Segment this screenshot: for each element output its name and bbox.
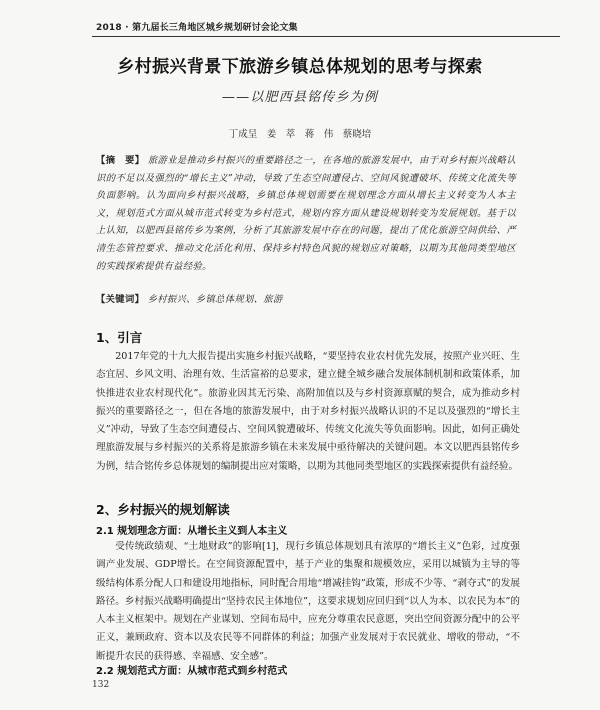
running-header: 2018 · 第九届长三角地区城乡规划研讨会论文集 [96, 23, 298, 33]
section-2-1-paragraph: 受传统政绩观、“土地财政”的影响[1]，现行乡镇总体规划具有浓厚的“增长主义”色彩，过度强调产业发展、GDP增长。在空间资源配置中，基于产业的集聚和规模效应，采用以城镇为主导的等级结构体系分配人口和建设用地指标，同时配合用地“增减挂钩”政策，形成不少等、“剥夺式”的发展路径。乡村振兴战略明确提出“坚持农民主体地位”，这要求规划应回归到“以人为本、以农民为本”的人本主义框架中。规划在产业谋划、空间布局中，应充分尊重农民意愿，突出空间资源分配中的公平正义，兼顾政府、资本以及农民等不同群体的利益；加强产业发展对于农民就业、增收的带动，“不断提升农民的获得感、幸福感、安全感”。 [96, 541, 520, 662]
header-rule [92, 36, 560, 37]
section-1-heading: 1、引言 [96, 330, 143, 345]
abstract-label: 【摘 要】 [96, 155, 145, 166]
author-list: 丁成呈 姜 萃 蒋 伟 蔡晓培 [228, 129, 372, 140]
abstract-text: 旅游业是推动乡村振兴的重要路径之一，在各地的旅游发展中，由于对乡村振兴战略认识的不足以及强烈的“增长主义”冲动，导致了生态空间遭侵占、空间风貌遭破坏、传统文化流失等负面影响。认为面向乡村振兴战略，乡镇总体规划需要在规划理念方面从增长主义转变为人本主义，规划范式方面从城市范式转变为乡村范式，规划内容方面从建设规划转变为发展规划。基于以上认知，以肥西县铭传乡为案例，分析了其旅游发展中存在的问题，提出了优化旅游空间供给、严清生态管控要求、推动文化活化利用、保持乡村特色风貌的规划应对策略，以期为其他同类型地区的实践探索提供有益经验。 [96, 155, 516, 272]
section-1-paragraph: 2017年党的十九大报告提出实施乡村振兴战略，“要坚持农业农村优先发展，按照产业兴旺、生态宜居、乡风文明、治理有效、生活富裕的总要求，建立健全城乡融合发展体制机制和政策体系，加快推进农业农村现代化”。旅游业因其无污染、高附加值以及与乡村资源禀赋的契合，成为推动乡村振兴的重要路径之一，但在各地的旅游发展中，由于对乡村振兴战略认识的不足以及强烈的“增长主义”冲动，导致了生态空间遭侵占、空间风貌遭破坏、传统文化流失等负面影响。因此，如何正确处理旅游发展与乡村振兴的关系将是旅游乡镇在未来发展中亟待解决的关键问题。本文以肥西县铭传乡为例，结合铭传乡总体规划的编制提出应对策略，以期为其他同类型地区的实践探索提供有益经验。 [96, 351, 520, 472]
section-2-1-heading: 2.1 规划理念方面：从增长主义到人本主义 [96, 526, 288, 537]
keywords-block [96, 291, 516, 305]
section-2-heading: 2、乡村振兴的规划解读 [96, 502, 230, 517]
keywords-text: 乡村振兴、乡镇总体规划、旅游 [147, 294, 283, 305]
page-number: 132 [92, 680, 110, 690]
paper-title: 乡村振兴背景下旅游乡镇总体规划的思考与探索 [117, 57, 483, 77]
section-2-2-heading: 2.2 规划范式方面：从城市范式到乡村范式 [96, 666, 288, 677]
paper-subtitle: ——以肥西县铭传乡为例 [221, 90, 379, 105]
abstract-block [96, 152, 516, 275]
keywords-label: 【关键词】 [96, 294, 145, 305]
